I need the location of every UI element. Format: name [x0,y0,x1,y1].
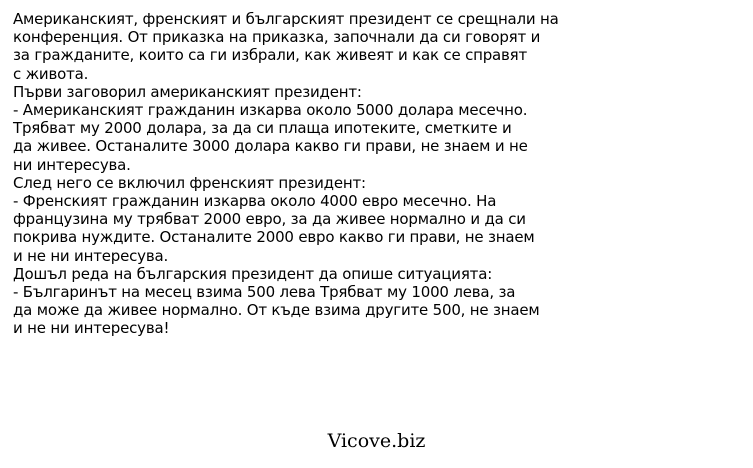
joke-line: да може да живее нормално. От къде взима другите 500, не знаем [13,301,540,320]
joke-line: за гражданите, които са ги избрали, как живеят и как се справят [13,46,528,65]
joke-line: - Българинът на месец взима 500 лева Трябват му 1000 лева, за [13,283,516,302]
joke-text [13,10,743,338]
site-watermark: Vicove.biz [327,430,426,452]
joke-line: и не ни интересува. [13,246,169,265]
joke-line: След него се включил френският президент: [13,173,366,192]
joke-line: Американският, френският и българският президент се срещнали на [13,10,559,28]
joke-line: с живота. [13,64,89,83]
joke-line: конференция. От приказка на приказка, започнали да си говорят и [13,28,541,47]
joke-line: ни интересува. [13,155,131,174]
joke-line: Дошъл реда на българския президент да опише ситуацията: [13,264,493,283]
joke-line: покрива нуждите. Останалите 2000 евро какво ги прави, не знаем [13,228,535,247]
joke-line: французина му трябват 2000 евро, за да живее нормално и да си [13,210,526,229]
joke-line: и не ни интересува! [13,319,170,338]
joke-line: да живее. Останалите 3000 долара какво ги прави, не знаем и не [13,137,528,156]
joke-line: Първи заговорил американският президент: [13,82,362,101]
joke-line: Трябват му 2000 долара, за да си плаща ипотеките, сметките и [13,119,512,138]
joke-line: - Френският гражданин изкарва около 4000 евро месечно. На [13,192,497,211]
joke-line: - Американският гражданин изкарва около 5000 долара месечно. [13,101,528,120]
